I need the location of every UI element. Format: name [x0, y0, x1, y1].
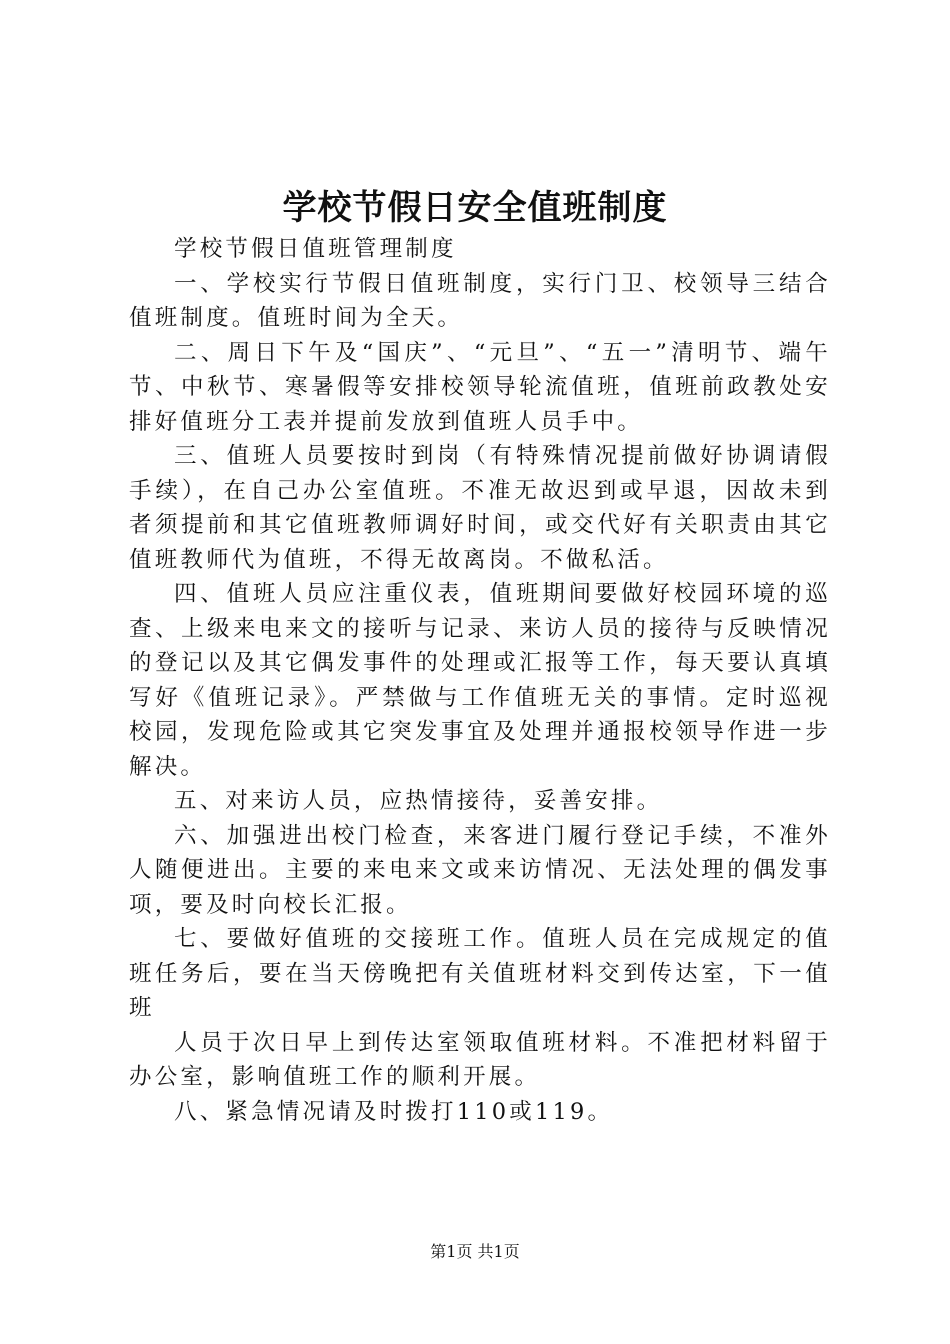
subtitle-paragraph: 学校节假日值班管理制度: [174, 236, 457, 262]
paragraph-rule-4: 四、值班人员应注重仪表，值班期间要做好校园环境的巡查、上级来电来文的接听与记录、来访人员的接待与反映情况的登记以及其它偶发事件的处理或汇报等工作，每天要认真填写好《值班记录》。严禁做与工作值班无关的事情。定时巡视校园，发现危险或其它突发事宜及处理并通报校领导作进一步解决。: [129, 581, 831, 780]
paragraph-rule-7-continued: 人员于次日早上到传达室领取值班材料。不准把材料留于办公室，影响值班工作的顺利开展。: [129, 1029, 831, 1090]
paragraph-rule-5: 五、对来访人员，应热情接待，妥善安排。: [174, 788, 663, 814]
document-body: [129, 232, 831, 1129]
paragraph-rule-6: 六、加强进出校门检查，来客进门履行登记手续，不准外人随便进出。主要的来电来文或来访情况、无法处理的偶发事项，要及时向校长汇报。: [129, 822, 831, 918]
paragraph-rule-8: 八、紧急情况请及时拨打110或119。: [174, 1098, 614, 1125]
paragraph-rule-3: 三、值班人员要按时到岗（有特殊情况提前做好协调请假手续），在自己办公室值班。不准无故迟到或早退，因故未到者须提前和其它值班教师调好时间，或交代好有关职责由其它值班教师代为值班，不得无故离岗。不做私活。: [129, 443, 831, 573]
document-title: 学校节假日安全值班制度: [282, 188, 668, 228]
page-footer: 第1页 共1页: [430, 1242, 520, 1261]
paragraph-rule-7: 七、要做好值班的交接班工作。值班人员在完成规定的值班任务后，要在当天傍晚把有关值班材料交到传达室，下一值班: [129, 926, 831, 1021]
paragraph-rule-2: 二、周日下午及“国庆”、“元旦”、“五一”清明节、端午节、中秋节、寒暑假等安排校领导轮流值班，值班前政教处安排好值班分工表并提前发放到值班人员手中。: [129, 339, 831, 435]
paragraph-rule-1: 一、学校实行节假日值班制度，实行门卫、校领导三结合值班制度。值班时间为全天。: [129, 270, 831, 331]
